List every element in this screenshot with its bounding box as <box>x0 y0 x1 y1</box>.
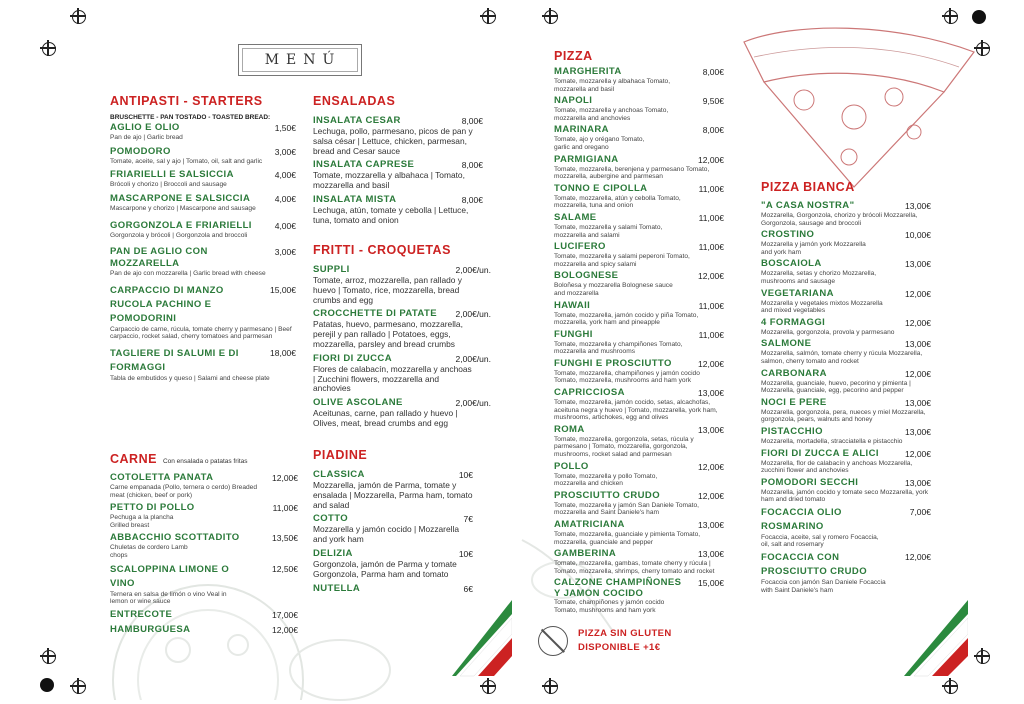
menu-item <box>110 609 298 621</box>
right-page <box>512 0 1024 704</box>
item-name: GAMBERINA <box>554 548 617 560</box>
item-name: NUTELLA <box>313 582 361 594</box>
antipasti-title: ANTIPASTI - STARTERS <box>110 94 263 108</box>
item-desc: Tomate, mozzarella y champiñones Tomato, mozzarella and mushrooms <box>554 340 683 356</box>
item-price: 15,00€ <box>270 284 296 295</box>
item-price: 10,00€ <box>905 230 931 241</box>
gluten-free-notice <box>538 626 672 656</box>
item-name: FOCACCIA CON PROSCIUTTO CRUDO <box>761 552 867 578</box>
item-name: COTOLETTA PANATA <box>110 472 214 483</box>
item-name: NAPOLI <box>554 95 593 107</box>
menu-item <box>110 122 296 142</box>
menu-item <box>761 426 931 446</box>
menu-item <box>313 308 491 349</box>
item-name: BOSCAIOLA <box>761 258 822 270</box>
item-price: 13,00€ <box>698 520 724 530</box>
item-price: 15,00€ <box>698 578 724 589</box>
item-desc: Mozzarella, flor de calabacín y anchoas Mozzarella, zucchini flower and anchovies <box>761 459 913 475</box>
item-name: PARMIGIANA <box>554 153 619 165</box>
pizza-bianca-list <box>761 200 931 596</box>
item-name: CAPRICCIOSA <box>554 387 625 399</box>
item-desc: Lechuga, atún, tomate y cebolla | Lettuce, tuna, tomato and onion <box>313 204 469 225</box>
piadine-title: PIADINE <box>313 448 368 462</box>
item-price: 11,00€ <box>698 329 724 340</box>
item-name: PAN DE AGLIO CON MOZZARELLA <box>110 245 208 269</box>
item-price: 4,00€ <box>274 193 296 204</box>
item-name: DELIZIA <box>313 547 353 559</box>
item-desc: Brócoli y chorizo | Broccoli and sausage <box>110 181 227 189</box>
item-price: 3,00€ <box>274 146 296 157</box>
menu-item <box>110 193 296 213</box>
item-name: FOCACCIA OLIO ROSMARINO <box>761 506 842 532</box>
menu-item <box>313 397 491 429</box>
item-desc: Aceitunas, carne, pan rallado y huevo | Olives, meat, bread crumbs and egg <box>313 408 458 428</box>
item-price: 17,00€ <box>272 609 298 620</box>
item-name: FRIARIELLI E SALSICCIA <box>110 169 234 181</box>
item-name: CARBONARA <box>761 367 827 379</box>
leaf-sketch-icon <box>280 620 400 704</box>
item-name: SUPPLI <box>313 264 350 275</box>
item-name: ROMA <box>554 423 585 435</box>
menu-item <box>554 387 724 422</box>
item-name: SCALOPPINA LIMONE O VINO <box>110 563 230 589</box>
item-desc: Mozzarella, jamón cocido y tomate seco Mozzarella, york ham and dried tomato <box>761 488 929 504</box>
registration-mark <box>40 648 56 664</box>
item-desc: Mozzarella, gorgonzola, provola y parmesano <box>761 328 895 336</box>
registration-mark <box>480 8 496 24</box>
pizza-title: PIZZA <box>554 49 593 63</box>
antipasti-subheading: BRUSCHETTE - PAN TOSTADO - TOASTED BREAD: <box>110 114 271 121</box>
registration-mark <box>974 648 990 664</box>
item-price: 10€ <box>458 548 473 559</box>
menu-item <box>761 368 931 395</box>
menu-item <box>554 154 724 181</box>
item-name: SALMONE <box>761 338 812 350</box>
item-price: 3,00€ <box>274 246 296 257</box>
menu-item <box>110 472 298 499</box>
item-price: 12,00€ <box>698 490 724 501</box>
item-price: 2,00€/un. <box>455 265 491 275</box>
item-price: 8,00€ <box>702 125 724 136</box>
menu-item <box>313 513 473 545</box>
item-name: LUCIFERO <box>554 241 606 253</box>
menu-item <box>110 347 296 383</box>
item-price: 13,00€ <box>905 201 931 211</box>
menu-item <box>554 183 724 210</box>
item-name: HAWAII <box>554 299 591 311</box>
menu-item <box>554 424 724 459</box>
carne-note: Con ensalada o patatas fritas <box>162 458 248 465</box>
item-desc: Tomate, mozzarella y pollo Tomato, mozzarella and chicken <box>554 472 658 488</box>
item-desc: Tomate, mozzarella y anchoas Tomato, mozzarella and anchovies <box>554 107 669 122</box>
item-desc: Tomate, ajo y orégano Tomato, garlic and oregano <box>554 136 645 151</box>
menu-item <box>554 241 724 268</box>
item-desc: Focaccia, aceite, sal y romero Focaccia, oil, salt and rosemary <box>761 533 879 549</box>
item-price: 13,00€ <box>905 339 931 350</box>
registration-mark <box>542 678 558 694</box>
item-price: 4,00€ <box>274 170 296 181</box>
item-name: SALAME <box>554 211 597 223</box>
item-name: INSALATA CESAR <box>313 115 401 126</box>
item-desc: Tomate, mozzarella, jamón cocido, setas, alcachofas, aceituna negra y huevo | Tomato, mozzarella, york ham, mushrooms, artichokes, egg and olives <box>554 399 718 422</box>
menu-item <box>554 490 724 517</box>
item-name: OLIVE ASCOLANE <box>313 397 403 409</box>
item-name: CROCCHETTE DI PATATE <box>313 308 437 320</box>
fritti-title: FRITTI - CROQUETAS <box>313 243 451 257</box>
item-price: 2,00€/un. <box>455 398 491 409</box>
menu-item <box>554 95 724 122</box>
item-desc: Boloñesa y mozzarella Bolognese sauce and mozzarella <box>554 282 673 297</box>
item-price: 13,00€ <box>698 549 724 560</box>
menu-item <box>313 583 473 595</box>
menu-item <box>110 563 298 606</box>
item-name: MARGHERITA <box>554 66 622 77</box>
item-desc: Mozzarella, gorgonzola, pera, nueces y miel Mozzarella, gorgonzola, pears, walnuts and honey <box>761 408 926 424</box>
menu-item <box>761 477 931 504</box>
item-name: 4 FORMAGGI <box>761 316 826 328</box>
registration-mark <box>70 678 86 694</box>
item-desc: Mozzarella y jamón york Mozzarella and york ham <box>761 241 866 256</box>
item-price: 12,00€ <box>905 317 931 328</box>
item-desc: Mascarpone y chorizo | Mascarpone and sausage <box>110 204 256 212</box>
item-price: 12,00€ <box>905 552 931 563</box>
menu-item <box>761 338 931 365</box>
item-name: ABBACCHIO SCOTTADITO <box>110 532 240 544</box>
item-name: INSALATA CAPRESE <box>313 159 415 171</box>
ensaladas-list <box>313 115 483 229</box>
logo-text: MENÚ <box>264 52 342 68</box>
item-name: GORGONZOLA E FRIARIELLI <box>110 220 252 232</box>
item-name: "A CASA NOSTRA" <box>761 200 855 211</box>
item-price: 13,50€ <box>272 533 298 544</box>
italian-flag-stripes-icon <box>452 600 512 680</box>
item-desc: Mozzarella y vegetales mixtos Mozzarella and mixed vegetables <box>761 299 883 315</box>
item-desc: Pan de ajo con mozzarella | Garlic bread with cheese <box>110 269 266 277</box>
registration-mark <box>70 8 86 24</box>
item-desc: Tomate, champiñones y jamón cocido Tomato, mushrooms and ham york <box>554 599 665 614</box>
item-price: 8,00€ <box>461 160 483 171</box>
carne-title <box>110 452 248 466</box>
menu-item <box>110 502 298 529</box>
menu-item <box>761 258 931 285</box>
item-desc: Patatas, huevo, parmesano, mozzarella, perejil y pan rallado | Potatoes, eggs, mozzarella, parsley and bread crumbs <box>313 319 463 349</box>
item-price: 1,50€ <box>274 123 296 133</box>
menu-item <box>110 220 296 240</box>
menu-item <box>110 146 296 166</box>
item-price: 13,00€ <box>905 397 931 408</box>
item-price: 11,00€ <box>698 183 724 194</box>
pizza-bianca-title: PIZZA BIANCA <box>761 180 855 194</box>
piadine-list <box>313 469 473 598</box>
item-price: 12,00€ <box>698 154 724 165</box>
item-desc: Gorgonzola y brócoli | Gorgonzola and broccoli <box>110 232 248 240</box>
menu-item <box>761 288 931 315</box>
menu-item <box>761 448 931 475</box>
registration-mark <box>542 8 558 24</box>
item-desc: Flores de calabacín, mozzarella y anchoas | Zucchini flowers, mozzarella and anchovies <box>313 363 472 394</box>
menu-item <box>313 548 473 580</box>
item-price: 8,00€ <box>702 67 724 77</box>
menu-item <box>554 212 724 239</box>
item-price: 13,00€ <box>905 259 931 270</box>
item-desc: Tomate, arroz, mozzarella, pan rallado y huevo | Tomato, rice, mozzarella, bread crumbs and egg <box>313 275 462 305</box>
item-desc: Tabla de embutidos y queso | Salami and cheese plate <box>110 374 270 382</box>
item-name: FIORI DI ZUCCA E ALICI <box>761 447 879 459</box>
menu-item <box>761 317 931 337</box>
menu-item <box>110 246 296 278</box>
item-desc: Tomate, mozzarella y salami peperoni Tomato, mozzarella and spicy salami <box>554 253 690 268</box>
item-name: FUNGHI E PROSCIUTTO <box>554 357 672 369</box>
item-name: PROSCIUTTO CRUDO <box>554 489 660 501</box>
item-desc: Mozzarella, salmón, tomate cherry y rúcula Mozzarella, salmon, cherry tomato and rocket <box>761 350 923 365</box>
item-price: 12,00€ <box>272 473 298 483</box>
item-price: 12,00€ <box>698 271 724 282</box>
item-name: VEGETARIANA <box>761 287 834 299</box>
item-name: PETTO DI POLLO <box>110 502 195 514</box>
item-price: 12,00€ <box>698 461 724 472</box>
item-price: 8,00€ <box>461 116 483 126</box>
menu-item <box>554 548 724 575</box>
menu-item <box>761 229 931 256</box>
item-name: INSALATA MISTA <box>313 193 397 205</box>
item-price: 12,00€ <box>905 448 931 459</box>
item-desc: Tomate, mozzarella, gambas, tomate cherry y rúcula | Tomato, mozzarella, shrimps, cherry tomato and rocket <box>554 560 715 575</box>
item-desc: Chuletas de cordero Lamb chops <box>110 544 188 559</box>
menu-item <box>313 353 491 394</box>
item-name: CARPACCIO DI MANZO RUCOLA PACHINO E POMODORINI <box>110 284 224 324</box>
menu-item <box>554 124 724 151</box>
item-desc: Focaccia con jamón San Daniele Focaccia with Saint Daniele's ham <box>761 579 886 594</box>
item-desc: Tomate, mozzarella, guanciale y pimienta Tomato, mozzarella, guanciale and pepper <box>554 531 701 546</box>
item-desc: Tomate, mozzarella, jamón cocido y piña Tomato, mozzarella, york ham and pineapple <box>554 311 699 327</box>
item-name: AGLIO E OLIO <box>110 122 180 133</box>
ensaladas-title: ENSALADAS <box>313 94 396 108</box>
item-price: 2,00€/un. <box>455 353 491 364</box>
menu-logo <box>238 44 362 76</box>
item-desc: Carpaccio de carne, rúcula, tomate cherry y parmesano | Beef carpaccio, rocket salad, cherry tomatoes and parmesan <box>110 325 292 341</box>
gluten-text-block <box>578 627 672 655</box>
antipasti-list <box>110 114 296 385</box>
pizza-list <box>554 66 724 617</box>
menu-item <box>313 159 483 191</box>
fritti-list <box>313 264 491 432</box>
item-name: CROSTINO <box>761 229 815 241</box>
item-name: TAGLIERE DI SALUMI E DI FORMAGGI <box>110 347 239 373</box>
item-desc: Tomate, aceite, sal y ajo | Tomato, oil, salt and garlic <box>110 157 263 165</box>
item-desc: Pechuga a la plancha Grilled breast <box>110 514 174 529</box>
item-desc: Mozzarella, setas y chorizo Mozzarella, mushrooms and sausage <box>761 270 877 285</box>
item-desc: Mozzarella y jamón cocido | Mozzarella and york ham <box>313 524 460 545</box>
item-desc: Carne empanada (Pollo, ternera o cerdo) Breaded meat (chicken, beef or pork) <box>110 484 257 499</box>
item-price: 8,00€ <box>461 194 483 205</box>
item-price: 12,00€ <box>905 288 931 299</box>
menu-item <box>554 329 724 356</box>
item-desc: Gorgonzola, jamón de Parma y tomate Gorgonzola, Parma ham and tomato <box>313 558 457 579</box>
item-name: HAMBURGUESA <box>110 623 191 635</box>
item-desc: Tomate, mozzarella y jamón San Daniele Tomato, mozzarella and Saint Daniele's ham <box>554 501 700 517</box>
menu-item <box>313 115 483 156</box>
menu-item <box>554 577 724 614</box>
item-price: 10€ <box>458 470 473 480</box>
item-desc: Tomate, mozzarella, berenjena y parmesano Tomato, mozzarella, aubergine and parmesan <box>554 165 710 181</box>
item-price: 4,00€ <box>274 221 296 232</box>
menu-item <box>313 264 491 305</box>
item-price: 13,00€ <box>698 388 724 399</box>
registration-mark <box>942 678 958 694</box>
item-name: AMATRICIANA <box>554 519 625 530</box>
item-name: POLLO <box>554 460 589 472</box>
item-price: 11,00€ <box>698 300 724 311</box>
item-price: 13,00€ <box>698 424 724 435</box>
item-name: NOCI E PERE <box>761 396 827 408</box>
menu-item <box>554 66 724 93</box>
item-name: TONNO E CIPOLLA <box>554 182 648 194</box>
item-name: MASCARPONE E SALSICCIA <box>110 192 251 204</box>
item-price: 7,00€ <box>909 506 931 517</box>
item-name: CALZONE CHAMPIÑONES Y JAMON COCIDO <box>554 577 682 600</box>
item-name: COTTO <box>313 513 349 525</box>
menu-item <box>761 397 931 424</box>
item-desc: Tomate, mozzarella y albahaca | Tomato, mozzarella and basil <box>313 170 465 191</box>
menu-item <box>761 551 931 594</box>
item-name: POMODORI SECCHI <box>761 476 859 488</box>
item-desc: Tomate, mozzarella y salami Tomato, mozzarella and salami <box>554 223 663 239</box>
item-name: PISTACCHIO <box>761 425 823 437</box>
pizza-sketch-icon <box>734 22 984 192</box>
item-price: 12,00€ <box>698 358 724 369</box>
item-desc: Mozzarella, jamón de Parma, tomate y ensalada | Mozzarella, Parma ham, tomato and salad <box>313 480 473 510</box>
menu-item <box>313 469 473 510</box>
item-desc: Pan de ajo | Garlic bread <box>110 134 183 141</box>
menu-item <box>761 506 931 549</box>
item-desc: Tomate, mozzarella y albahaca Tomato, mozzarella and basil <box>554 78 671 93</box>
item-price: 18,00€ <box>270 347 296 358</box>
item-desc: Mozzarella, mortadella, stracciatella e pistacchio <box>761 437 903 445</box>
item-name: BOLOGNESE <box>554 270 619 282</box>
item-desc: Lechuga, pollo, parmesano, picos de pan y salsa césar | Lettuce, chicken, parmesan, bread and Cesar sauce <box>313 126 473 156</box>
no-gluten-icon <box>538 626 568 656</box>
menu-item <box>554 358 724 385</box>
registration-dot <box>40 678 54 692</box>
item-name: ENTRECOTE <box>110 608 173 620</box>
menu-item <box>554 519 724 546</box>
carne-title-text: CARNE <box>110 452 157 466</box>
item-name: FUNGHI <box>554 328 593 340</box>
registration-mark <box>40 40 56 56</box>
menu-item <box>110 532 298 559</box>
menu-item <box>554 270 724 297</box>
italian-flag-stripes-icon <box>904 600 968 680</box>
item-price: 11,00€ <box>698 212 724 223</box>
item-name: POMODORO <box>110 145 171 157</box>
menu-item <box>110 624 298 636</box>
menu-item <box>761 200 931 227</box>
item-price: 11,00€ <box>272 503 298 514</box>
item-price: 6€ <box>463 583 473 594</box>
item-name: CLASSICA <box>313 469 365 480</box>
menu-item <box>110 284 296 341</box>
item-price: 11,00€ <box>698 242 724 253</box>
item-desc: Mozzarella, Gorgonzola, chorizo y brócoli Mozzarella, Gorgonzola, sausage and broccoli <box>761 212 918 227</box>
menu-item <box>554 461 724 488</box>
registration-mark <box>480 678 496 694</box>
item-desc: Tomate, mozzarella, gorgonzola, setas, rúcula y parmesano | Tomato, mozzarella, gorgonzola, mushrooms, rocket salad and parmesan <box>554 435 694 459</box>
item-name: FIORI DI ZUCCA <box>313 352 392 364</box>
item-price: 7€ <box>463 514 473 525</box>
gluten-line-2: DISPONIBLE +1€ <box>578 642 661 653</box>
carne-list <box>110 472 298 639</box>
menu-item <box>554 300 724 327</box>
item-price: 12,00€ <box>272 624 298 635</box>
item-price: 13,00€ <box>905 477 931 488</box>
item-desc: Mozzarella, guanciale, huevo, pecorino y pimienta | Mozzarella, guanciale, egg, pecorino and pepper <box>761 379 911 395</box>
gluten-line-1: PIZZA SIN GLUTEN <box>578 628 672 639</box>
item-price: 12,50€ <box>272 563 298 574</box>
item-price: 2,00€/un. <box>455 309 491 320</box>
item-name: MARINARA <box>554 124 609 136</box>
item-desc: Tomate, mozzarella, atún y cebolla Tomato, mozzarella, tuna and onion <box>554 194 681 210</box>
item-price: 13,00€ <box>905 426 931 437</box>
menu-item <box>313 194 483 226</box>
item-desc: Ternera en salsa de limón o vino Veal in lemon or wine sauce <box>110 590 227 606</box>
item-price: 9,50€ <box>702 96 724 107</box>
item-price: 12,00€ <box>905 368 931 379</box>
item-desc: Tomate, mozzarella, champiñones y jamón cocido Tomato, mozzarella, mushrooms and ham york <box>554 369 700 385</box>
menu-item <box>110 169 296 189</box>
